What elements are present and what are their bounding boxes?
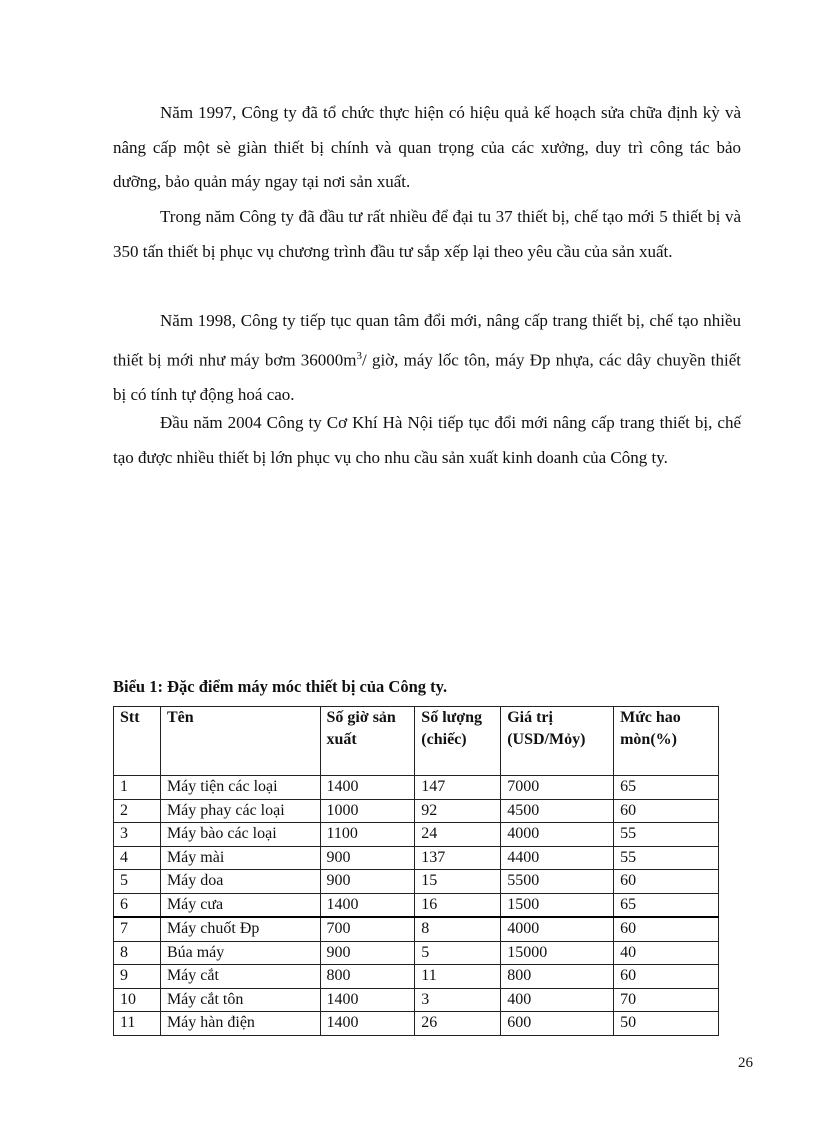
cell-depreciation: 55 bbox=[614, 846, 719, 870]
table-row bbox=[114, 1012, 719, 1036]
paragraph-1998 bbox=[113, 304, 741, 412]
table-row bbox=[114, 965, 719, 989]
cell-stt: 7 bbox=[114, 917, 161, 941]
cell-value: 400 bbox=[501, 988, 614, 1012]
cell-name: Máy doa bbox=[160, 870, 320, 894]
cell-depreciation: 65 bbox=[614, 893, 719, 917]
table-row bbox=[114, 941, 719, 965]
cell-quantity: 26 bbox=[415, 1012, 501, 1036]
cell-depreciation: 65 bbox=[614, 776, 719, 800]
cell-name: Máy bào các loại bbox=[160, 823, 320, 847]
cell-stt: 1 bbox=[114, 776, 161, 800]
cell-depreciation: 60 bbox=[614, 965, 719, 989]
cell-value: 800 bbox=[501, 965, 614, 989]
cell-depreciation: 60 bbox=[614, 870, 719, 894]
paragraph-1998-part2: / giờ, máy lốc tôn, máy Đp nhựa, các dây chuyền thiết bị có tính tự động hoá cao. bbox=[113, 350, 741, 404]
cell-depreciation: 70 bbox=[614, 988, 719, 1012]
cell-value: 600 bbox=[501, 1012, 614, 1036]
cell-depreciation: 40 bbox=[614, 941, 719, 965]
cell-stt: 8 bbox=[114, 941, 161, 965]
cell-name: Búa máy bbox=[160, 941, 320, 965]
cell-name: Máy cắt tôn bbox=[160, 988, 320, 1012]
table-row bbox=[114, 823, 719, 847]
cell-value: 4000 bbox=[501, 823, 614, 847]
table-row bbox=[114, 799, 719, 823]
paragraph-1997: Năm 1997, Công ty đã tổ chức thực hiện có hiệu quả kế hoạch sửa chữa định kỳ và nâng cấp một sè giàn thiết bị chính và quan trọng của các xưởng, duy trì công tác bảo dưỡng, bảo quản máy ngay tại nơi sản xuất. bbox=[113, 103, 741, 191]
cell-depreciation: 55 bbox=[614, 823, 719, 847]
cell-quantity: 92 bbox=[415, 799, 501, 823]
equipment-table bbox=[113, 706, 719, 1036]
cell-value: 4500 bbox=[501, 799, 614, 823]
cell-stt: 11 bbox=[114, 1012, 161, 1036]
cell-quantity: 8 bbox=[415, 917, 501, 941]
cell-quantity: 5 bbox=[415, 941, 501, 965]
cell-name: Máy mài bbox=[160, 846, 320, 870]
cell-value: 4000 bbox=[501, 917, 614, 941]
cell-name: Máy cưa bbox=[160, 893, 320, 917]
header-hours: Số giờ sản xuất bbox=[320, 707, 415, 776]
cell-stt: 5 bbox=[114, 870, 161, 894]
cell-value: 4400 bbox=[501, 846, 614, 870]
cell-depreciation: 50 bbox=[614, 1012, 719, 1036]
cell-hours: 1400 bbox=[320, 893, 415, 917]
cell-quantity: 147 bbox=[415, 776, 501, 800]
cell-stt: 6 bbox=[114, 893, 161, 917]
table-row bbox=[114, 917, 719, 941]
cell-name: Máy tiện các loại bbox=[160, 776, 320, 800]
cell-hours: 800 bbox=[320, 965, 415, 989]
cell-quantity: 15 bbox=[415, 870, 501, 894]
header-value: Giá trị (USD/Mỏy) bbox=[501, 707, 614, 776]
cell-hours: 900 bbox=[320, 941, 415, 965]
cell-hours: 1400 bbox=[320, 1012, 415, 1036]
cell-quantity: 24 bbox=[415, 823, 501, 847]
cell-depreciation: 60 bbox=[614, 799, 719, 823]
cell-quantity: 3 bbox=[415, 988, 501, 1012]
cell-hours: 1400 bbox=[320, 776, 415, 800]
table-row bbox=[114, 870, 719, 894]
table-caption: Biểu 1: Đặc điểm máy móc thiết bị của Công ty. bbox=[113, 677, 448, 696]
paragraph-2004: Đầu năm 2004 Công ty Cơ Khí Hà Nội tiếp tục đổi mới nâng cấp trang thiết bị, chế tạo được nhiều thiết bị lớn phục vụ cho nhu cầu sản xuất kinh doanh của Công ty. bbox=[113, 413, 741, 467]
header-depreciation: Mức hao mòn(%) bbox=[614, 707, 719, 776]
cell-hours: 700 bbox=[320, 917, 415, 941]
cell-stt: 10 bbox=[114, 988, 161, 1012]
cell-hours: 900 bbox=[320, 846, 415, 870]
header-quantity: Số lượng (chiếc) bbox=[415, 707, 501, 776]
cell-quantity: 137 bbox=[415, 846, 501, 870]
table-header-row bbox=[114, 707, 719, 776]
table-row bbox=[114, 893, 719, 917]
paragraph-1998-part1: Năm 1998, Công ty tiếp tục quan tâm đổi mới, nâng cấp trang thiết bị, chế tạo nhiều thiết bị mới như máy bơm 36000m bbox=[113, 311, 741, 370]
cell-depreciation: 60 bbox=[614, 917, 719, 941]
cell-value: 1500 bbox=[501, 893, 614, 917]
cell-quantity: 16 bbox=[415, 893, 501, 917]
header-stt: Stt bbox=[114, 707, 161, 776]
cell-hours: 900 bbox=[320, 870, 415, 894]
cell-quantity: 11 bbox=[415, 965, 501, 989]
page-number: 26 bbox=[738, 1055, 753, 1071]
cell-value: 7000 bbox=[501, 776, 614, 800]
cell-hours: 1100 bbox=[320, 823, 415, 847]
superscript-3: 3 bbox=[356, 349, 363, 362]
cell-name: Máy hàn điện bbox=[160, 1012, 320, 1036]
table-row bbox=[114, 846, 719, 870]
cell-hours: 1400 bbox=[320, 988, 415, 1012]
header-name: Tên bbox=[160, 707, 320, 776]
cell-value: 15000 bbox=[501, 941, 614, 965]
table-row bbox=[114, 988, 719, 1012]
cell-stt: 9 bbox=[114, 965, 161, 989]
cell-value: 5500 bbox=[501, 870, 614, 894]
cell-stt: 2 bbox=[114, 799, 161, 823]
cell-stt: 4 bbox=[114, 846, 161, 870]
cell-name: Máy cắt bbox=[160, 965, 320, 989]
table-row bbox=[114, 776, 719, 800]
cell-stt: 3 bbox=[114, 823, 161, 847]
cell-hours: 1000 bbox=[320, 799, 415, 823]
cell-name: Máy phay các loại bbox=[160, 799, 320, 823]
paragraph-investment: Trong năm Công ty đã đầu tư rất nhiều để đại tu 37 thiết bị, chế tạo mới 5 thiết bị và 350 tấn thiết bị phục vụ chương trình đầu tư sắp xếp lại theo yêu cầu của sản xuất. bbox=[113, 207, 741, 261]
cell-name: Máy chuốt Đp bbox=[160, 917, 320, 941]
